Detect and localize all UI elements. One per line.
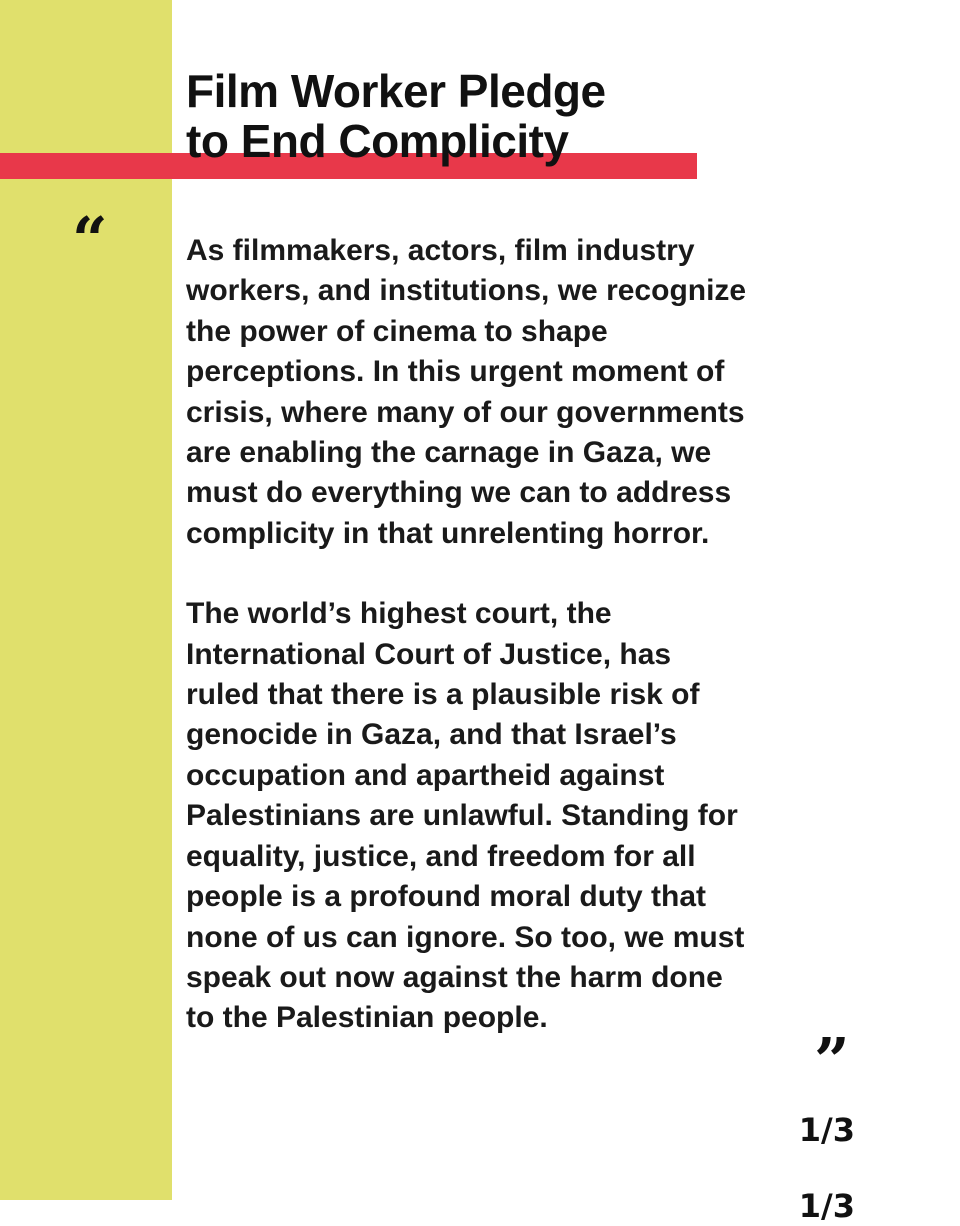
- pledge-paragraph-2: The world’s highest court, the International Court of Justice, has ruled that there is a plausible risk of genocide in Gaza, and that Israel’s occupation and apartheid against Palestinians are unlawful. Standing for equality, justice, and freedom for all people is a profound moral duty that none of us can ignore. So too, we must speak out now against the harm done to the Palestinian people.: [186, 597, 745, 1035]
- pledge-paragraph-1: As filmmakers, actors, film industry workers, and institutions, we recognize the power of cinema to shape perceptions. In this urgent moment of crisis, where many of our governments are enabling the carnage in Gaza, we must do everything we can to address complicity in that unrelenting horror.: [186, 234, 747, 550]
- pledge-text: [186, 231, 886, 1079]
- page-title: [186, 66, 606, 166]
- title-line-1: Film Worker Pledge: [186, 65, 606, 117]
- page-indicator-overflow: 1/3: [798, 1187, 855, 1225]
- open-quote-icon: “: [72, 203, 108, 276]
- title-line-2: to End Complicity: [186, 115, 569, 167]
- close-quote-icon: ”: [814, 1024, 850, 1097]
- yellow-side-panel: [0, 0, 172, 1200]
- page-indicator: 1/3: [798, 1111, 855, 1149]
